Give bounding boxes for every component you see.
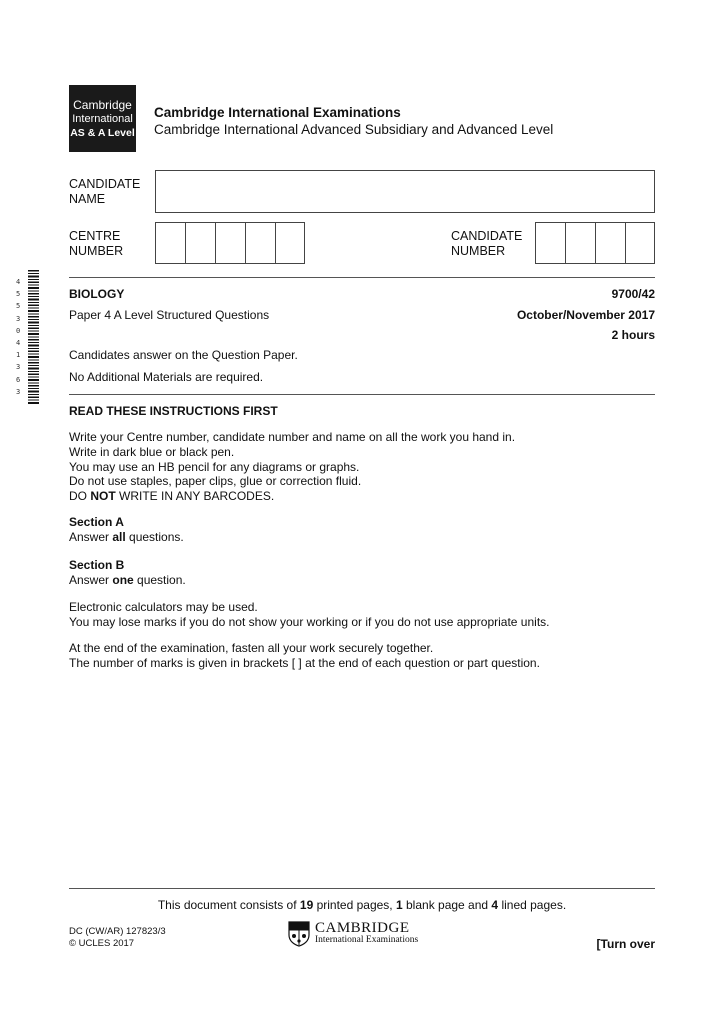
centre-number-label-line-1: CENTRE bbox=[69, 229, 121, 243]
calculator-instructions bbox=[69, 600, 549, 630]
logo-line-1: Cambridge bbox=[73, 97, 132, 112]
candidate-digit-box[interactable] bbox=[565, 222, 595, 264]
barcode bbox=[28, 270, 39, 404]
end-line: The number of marks is given in brackets [ ] at the end of each question or part question. bbox=[69, 655, 540, 670]
instructions-general bbox=[69, 430, 515, 504]
instruction-line: You may use an HB pencil for any diagrams or graphs. bbox=[69, 459, 360, 474]
barcode-instruction-post: WRITE IN ANY BARCODES. bbox=[115, 489, 275, 504]
exam-session: October/November 2017 bbox=[516, 308, 655, 322]
section-b-instructions bbox=[69, 558, 186, 588]
centre-digit-box[interactable] bbox=[215, 222, 245, 264]
exam-board-heading bbox=[154, 104, 553, 138]
qualification-name: Cambridge International Advanced Subsidiary and Advanced Level bbox=[154, 122, 554, 137]
section-a-emphasis: all bbox=[112, 529, 126, 544]
end-line: At the end of the examination, fasten all your work securely together. bbox=[69, 641, 434, 655]
printed-pages-count: 19 bbox=[299, 898, 314, 912]
paper-title: Paper 4 A Level Structured Questions bbox=[69, 308, 270, 322]
centre-digit-box[interactable] bbox=[155, 222, 185, 264]
board-name: Cambridge International Examinations bbox=[154, 105, 401, 120]
calculator-line: Electronic calculators may be used. bbox=[69, 600, 258, 614]
candidate-number-label-line-2: NUMBER bbox=[451, 244, 506, 258]
page-count-pre: This document consists of bbox=[157, 898, 300, 912]
instruction-line: Write in dark blue or black pen. bbox=[69, 444, 235, 459]
cambridge-shield-icon bbox=[288, 921, 310, 947]
answer-note: Candidates answer on the Question Paper. bbox=[69, 348, 298, 362]
cambridge-wordmark bbox=[315, 922, 418, 946]
cambridge-as-a-level-logo bbox=[69, 85, 136, 152]
instruction-line: Write your Centre number, candidate number and name on all the work you hand in. bbox=[69, 430, 516, 444]
section-b-emphasis: one bbox=[112, 572, 134, 587]
logo-line-2: International bbox=[72, 112, 133, 125]
centre-number-label-line-2: NUMBER bbox=[69, 244, 124, 258]
centre-digit-box[interactable] bbox=[275, 222, 305, 264]
candidate-digit-box[interactable] bbox=[625, 222, 655, 264]
page-count-mid-2: blank page and bbox=[402, 898, 492, 912]
logo-line-3: AS & A Level bbox=[70, 126, 135, 139]
document-reference: DC (CW/AR) 127823/3 bbox=[69, 926, 166, 937]
divider bbox=[69, 394, 655, 395]
page-count-post: lined pages. bbox=[498, 898, 567, 912]
divider bbox=[69, 277, 655, 278]
blank-pages-count: 1 bbox=[395, 898, 403, 912]
section-a-instruction bbox=[69, 530, 184, 545]
section-b-instruction bbox=[69, 573, 186, 588]
paper-code: 9700/42 bbox=[611, 287, 655, 301]
barcode-instruction-emphasis: NOT bbox=[90, 489, 116, 504]
instruction-line: Do not use staples, paper clips, glue or correction fluid. bbox=[69, 474, 362, 489]
barcode-instruction-pre: DO bbox=[69, 489, 91, 504]
end-instructions bbox=[69, 641, 540, 671]
cambridge-subtitle: International Examinations bbox=[315, 935, 419, 945]
section-a-title: Section A bbox=[69, 515, 124, 529]
footer-divider bbox=[69, 888, 655, 889]
cambridge-word: CAMBRIDGE bbox=[315, 920, 410, 936]
centre-number-field[interactable] bbox=[155, 222, 305, 264]
section-a-pre: Answer bbox=[69, 529, 113, 544]
candidate-name-label bbox=[69, 177, 140, 207]
turn-over-note: [Turn over bbox=[596, 937, 655, 951]
materials-note: No Additional Materials are required. bbox=[69, 370, 264, 384]
section-a-instructions bbox=[69, 515, 184, 545]
candidate-digit-box[interactable] bbox=[535, 222, 565, 264]
section-a-post: questions. bbox=[125, 529, 184, 544]
copyright-notice: © UCLES 2017 bbox=[69, 938, 135, 949]
candidate-name-label-line-1: CANDIDATE bbox=[69, 177, 141, 191]
centre-digit-box[interactable] bbox=[245, 222, 275, 264]
section-b-title: Section B bbox=[69, 558, 125, 572]
page-count-mid-1: printed pages, bbox=[313, 898, 396, 912]
footer-reference bbox=[69, 926, 166, 950]
exam-duration: 2 hours bbox=[611, 328, 655, 342]
barcode-digits: 4553041363 bbox=[16, 278, 21, 396]
page-count-note bbox=[0, 898, 724, 913]
candidate-digit-box[interactable] bbox=[595, 222, 625, 264]
candidate-number-field[interactable] bbox=[535, 222, 655, 264]
candidate-name-label-line-2: NAME bbox=[69, 192, 106, 206]
centre-digit-box[interactable] bbox=[185, 222, 215, 264]
instruction-line-barcodes bbox=[69, 489, 515, 504]
cambridge-footer-logo bbox=[288, 921, 418, 947]
subject-title: BIOLOGY bbox=[69, 287, 125, 301]
centre-number-label bbox=[69, 229, 123, 259]
candidate-name-field[interactable] bbox=[155, 170, 655, 213]
candidate-number-label bbox=[451, 229, 522, 259]
section-b-pre: Answer bbox=[69, 572, 113, 587]
lined-pages-count: 4 bbox=[491, 898, 499, 912]
candidate-number-label-line-1: CANDIDATE bbox=[451, 229, 523, 243]
instructions-heading: READ THESE INSTRUCTIONS FIRST bbox=[69, 404, 278, 418]
section-b-post: question. bbox=[133, 572, 186, 587]
calculator-line: You may lose marks if you do not show your working or if you do not use appropriate units. bbox=[69, 614, 550, 629]
